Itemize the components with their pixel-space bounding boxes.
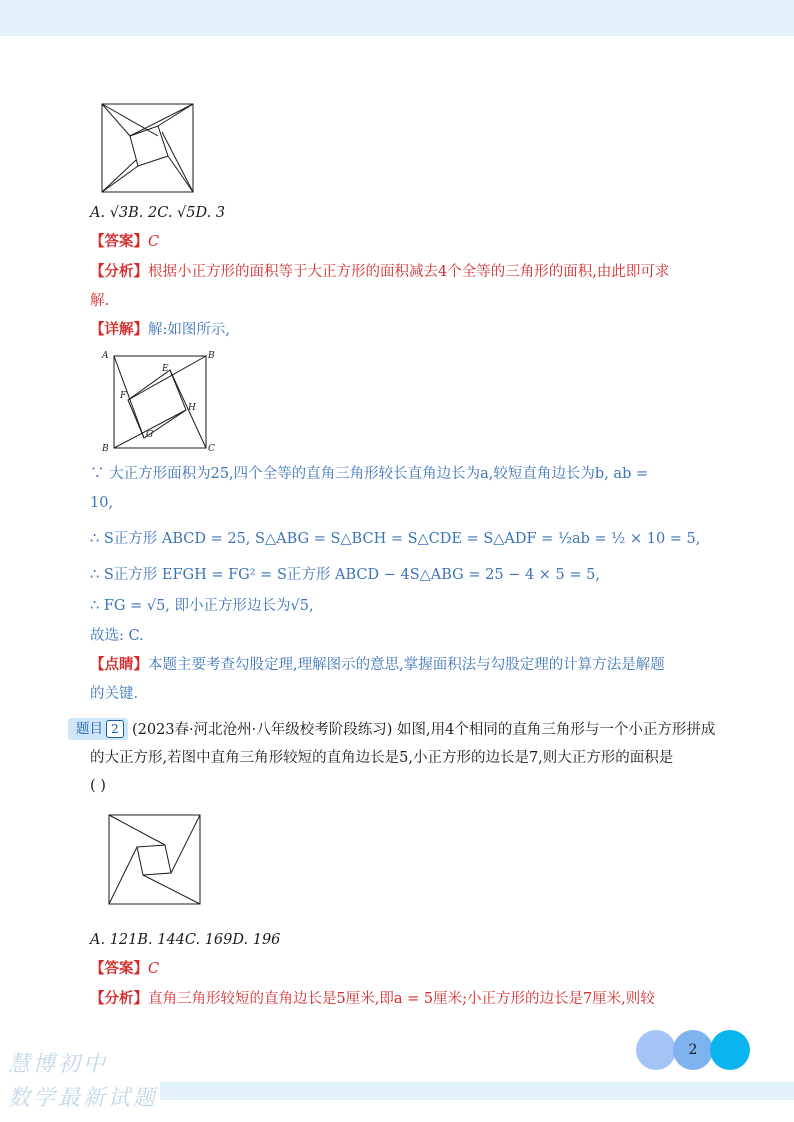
- q1-comment-line-2: 的关键.: [90, 686, 139, 702]
- label-G: G: [146, 430, 154, 440]
- answer-tag: 【答案】: [90, 233, 148, 250]
- header-band: [0, 0, 794, 36]
- question-badge-number: 2: [106, 720, 124, 738]
- q2-stem-line-1: (2023春·河北沧州·八年级校考阶段练习) 如图,用4个相同的直角三角形与一个小正方形拼成: [132, 722, 716, 738]
- question-badge-label: 题目: [76, 721, 103, 737]
- question-badge: [68, 718, 128, 740]
- answer-value: C: [148, 961, 160, 977]
- q1-solution-line-4: ∴ S正方形 EFGH = FG² = S正方形 ABCD − 4S△ABG = 25 − 4 × 5 = 5,: [90, 567, 600, 583]
- q2-stem-line-2: 的大正方形,若图中直角三角形较短的直角边长是5,小正方形的边长是7,则大正方形的面积是: [90, 750, 674, 766]
- page-circle-left: [636, 1030, 676, 1070]
- watermark-logo: [8, 1048, 158, 1116]
- q1-solution-line-2: 10,: [90, 495, 114, 511]
- q1-solution-line-5: ∴ FG = √5, 即小正方形边长为√5,: [90, 598, 314, 614]
- q1-detail-line: [90, 320, 230, 340]
- label-B-top: B: [208, 351, 215, 361]
- analysis-tag: 【分析】: [90, 263, 148, 280]
- q1-solution-line-6: 故选: C.: [90, 628, 144, 644]
- q1-solution-line-1: ∵ 大正方形面积为25,四个全等的直角三角形较长直角边长为a,较短直角边长为b, ab =: [90, 466, 649, 482]
- watermark-line-1: 慧博初中: [8, 1052, 109, 1077]
- comment-text: 本题主要考查勾股定理,理解图示的意思,掌握面积法与勾股定理的计算方法是解题: [148, 657, 665, 673]
- watermark-line-2: 数学最新试题: [8, 1086, 159, 1111]
- label-A: A: [102, 351, 109, 361]
- q1-comment-line-1: [90, 655, 665, 675]
- q2-stem-line-3: ( ): [90, 778, 106, 794]
- q2-analysis-line-1: [90, 989, 655, 1009]
- label-C: C: [208, 444, 215, 454]
- label-F: F: [120, 391, 127, 401]
- label-B-bottom: B: [102, 444, 109, 454]
- figure-q1-pinwheel-square: [100, 102, 196, 194]
- analysis-text: 根据小正方形的面积等于大正方形的面积减去4个全等的三角形的面积,由此即可求: [148, 264, 670, 280]
- footer-band: [160, 1082, 794, 1100]
- label-H: H: [188, 403, 196, 413]
- q2-answer: [90, 959, 159, 979]
- page-number-badge: [636, 1030, 751, 1070]
- analysis-text: 直角三角形较短的直角边长是5厘米,即a = 5厘米;小正方形的边长是7厘米,则较: [148, 991, 655, 1007]
- figure-q2-pinwheel-square: [107, 813, 203, 907]
- q1-analysis-line-2: 解.: [90, 293, 110, 309]
- detail-tag: 【详解】: [90, 321, 148, 338]
- analysis-tag: 【分析】: [90, 990, 148, 1007]
- answer-tag: 【答案】: [90, 960, 148, 977]
- comment-tag: 【点睛】: [90, 656, 148, 673]
- q1-analysis-line-1: [90, 262, 669, 282]
- q1-answer: [90, 232, 159, 252]
- q2-options: A. 121B. 144C. 169D. 196: [90, 932, 281, 948]
- page-circle-right: [710, 1030, 750, 1070]
- detail-text: 解:如图所示,: [148, 322, 230, 338]
- q1-options: A. √3B. 2C. √5D. 3: [90, 205, 226, 221]
- figure-q1-labeled-square: [100, 348, 222, 456]
- page-number: 2: [673, 1030, 713, 1070]
- q1-solution-line-3: ∴ S正方形 ABCD = 25, S△ABG = S△BCH = S△CDE = S△ADF = ½ab = ½ × 10 = 5,: [90, 531, 701, 547]
- label-E: E: [162, 364, 169, 374]
- answer-value: C: [148, 234, 160, 250]
